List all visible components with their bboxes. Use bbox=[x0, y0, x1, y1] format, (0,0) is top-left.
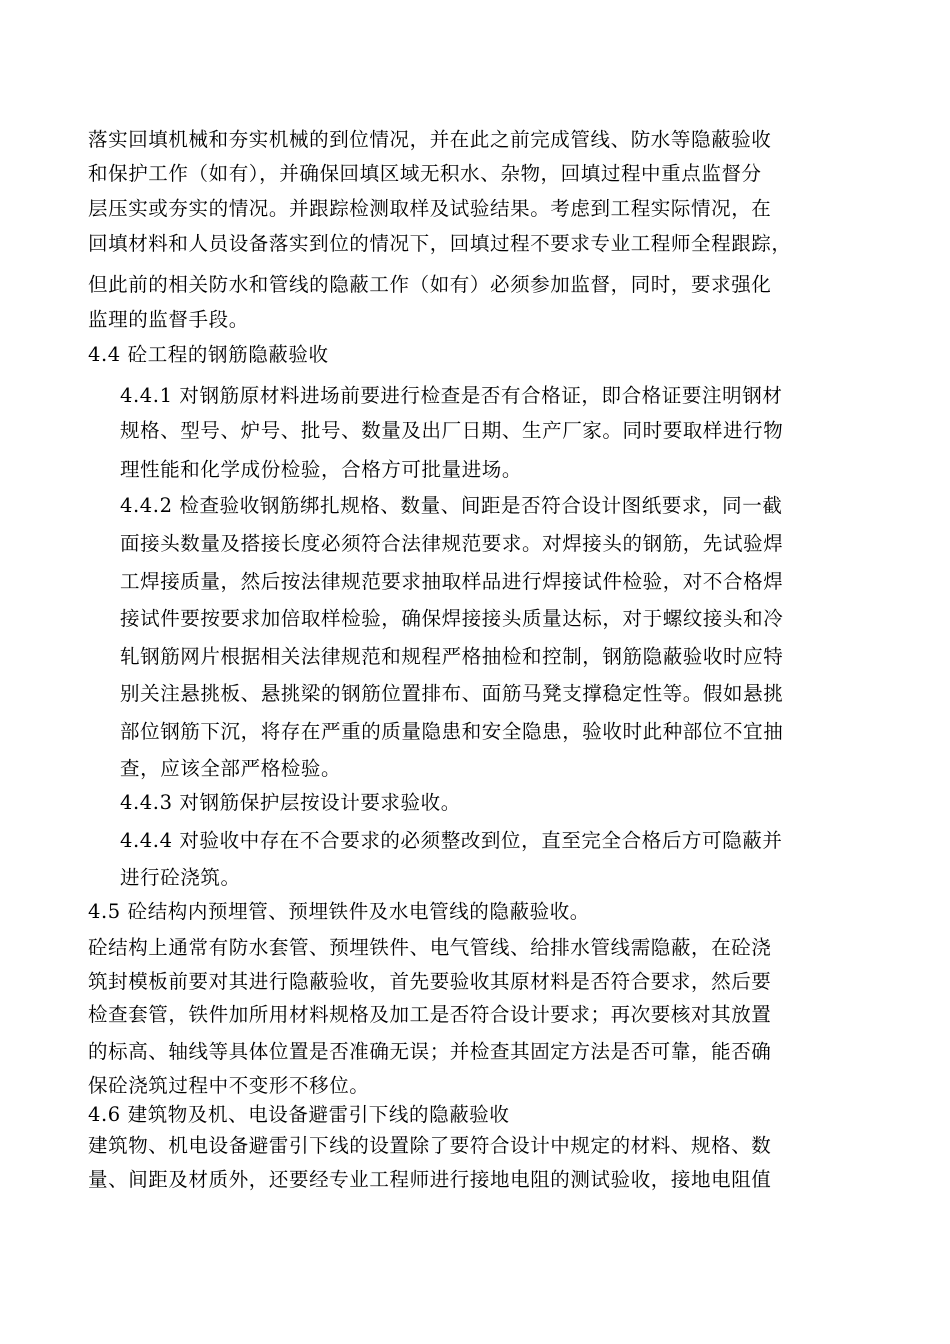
text-line: 轧钢筋网片根据相关法律规范和规程严格抽检和控制，钢筋隐蔽验收时应特 bbox=[120, 645, 784, 668]
section-heading: 4.6 建筑物及机、电设备避雷引下线的隐蔽验收 bbox=[88, 1103, 510, 1126]
section-heading: 4.4 砼工程的钢筋隐蔽验收 bbox=[88, 343, 329, 366]
text-line: 层压实或夯实的情况。并跟踪检测取样及试验结果。考虑到工程实际情况，在 bbox=[88, 197, 772, 220]
text-line: 别关注悬挑板、悬挑梁的钢筋位置排布、面筋马凳支撑稳定性等。假如悬挑 bbox=[120, 682, 784, 705]
text-line: 面接头数量及搭接长度必须符合法律规范要求。对焊接头的钢筋，先试验焊 bbox=[120, 532, 784, 555]
text-line: 4.4.4 对验收中存在不合要求的必须整改到位，直至完全合格后方可隐蔽并 bbox=[120, 829, 783, 852]
text-line: 4.4.2 检查验收钢筋绑扎规格、数量、间距是否符合设计图纸要求，同一截 bbox=[120, 494, 783, 517]
text-line: 保砼浇筑过程中不变形不移位。 bbox=[88, 1074, 370, 1097]
text-line: 查，应该全部严格检验。 bbox=[120, 757, 342, 780]
text-line: 理性能和化学成份检验，合格方可批量进场。 bbox=[120, 458, 523, 481]
text-line: 接试件要按要求加倍取样检验，确保焊接接头质量达标，对于螺纹接头和冷 bbox=[120, 607, 784, 630]
text-line: 规格、型号、炉号、批号、数量及出厂日期、生产厂家。同时要取样进行物 bbox=[120, 419, 784, 442]
text-line: 部位钢筋下沉，将存在严重的质量隐患和安全隐患，验收时此种部位不宜抽 bbox=[120, 720, 784, 743]
text-line: 但此前的相关防水和管线的隐蔽工作（如有）必须参加监督，同时，要求强化 bbox=[88, 273, 772, 296]
text-line: 监理的监督手段。 bbox=[88, 308, 249, 331]
text-line: 砼结构上通常有防水套管、预埋铁件、电气管线、给排水管线需隐蔽，在砼浇 bbox=[88, 936, 772, 959]
text-line: 4.4.1 对钢筋原材料进场前要进行检查是否有合格证，即合格证要注明钢材 bbox=[120, 384, 783, 407]
text-line: 进行砼浇筑。 bbox=[120, 866, 241, 889]
text-line: 检查套管，铁件加所用材料规格及加工是否符合设计要求；再次要核对其放置 bbox=[88, 1003, 772, 1026]
text-line: 量、间距及材质外，还要经专业工程师进行接地电阻的测试验收，接地电阻值 bbox=[88, 1168, 772, 1191]
text-line: 工焊接质量，然后按法律规范要求抽取样品进行焊接试件检验，对不合格焊 bbox=[120, 570, 784, 593]
section-heading: 4.5 砼结构内预埋管、预埋铁件及水电管线的隐蔽验收。 bbox=[88, 900, 590, 923]
text-line: 和保护工作（如有），并确保回填区域无积水、杂物，回填过程中重点监督分 bbox=[88, 162, 762, 185]
text-line: 的标高、轴线等具体位置是否准确无误；并检查其固定方法是否可靠，能否确 bbox=[88, 1040, 772, 1063]
text-line: 建筑物、机电设备避雷引下线的设置除了要符合设计中规定的材料、规格、数 bbox=[88, 1134, 772, 1157]
text-line: 回填材料和人员设备落实到位的情况下，回填过程不要求专业工程师全程跟踪， bbox=[88, 232, 792, 255]
text-line: 筑封模板前要对其进行隐蔽验收，首先要验收其原材料是否符合要求，然后要 bbox=[88, 970, 772, 993]
text-line: 4.4.3 对钢筋保护层按设计要求验收。 bbox=[120, 791, 461, 814]
text-line: 落实回填机械和夯实机械的到位情况，并在此之前完成管线、防水等隐蔽验收 bbox=[88, 128, 772, 151]
